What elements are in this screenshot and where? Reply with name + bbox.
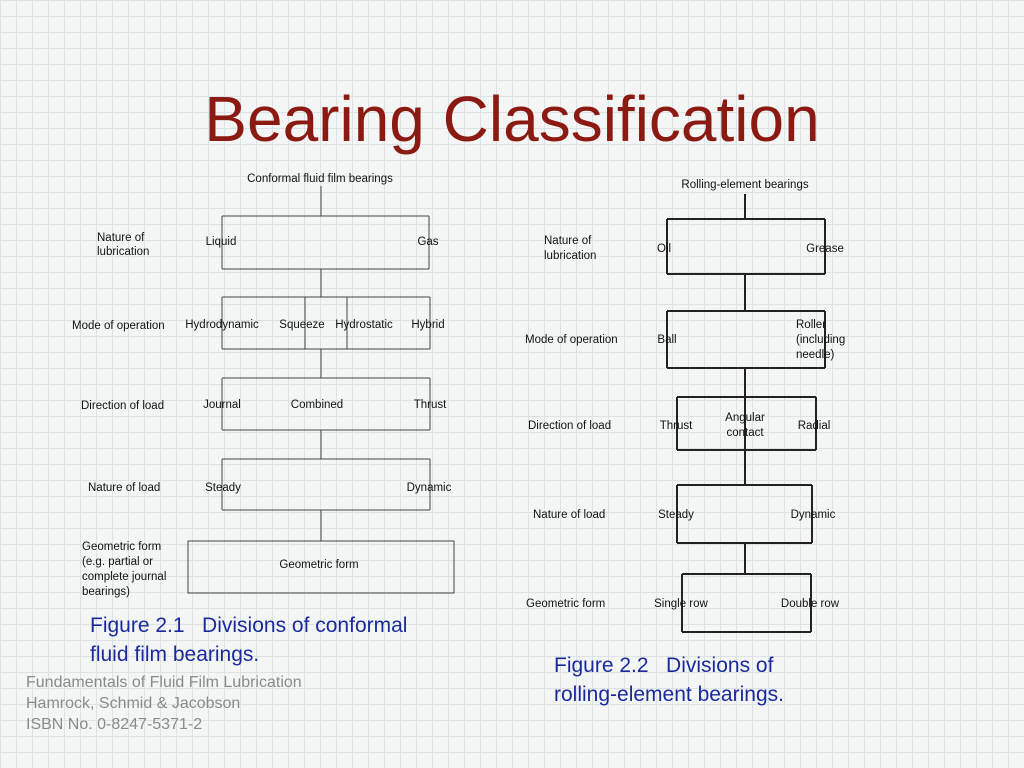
rolling-tree-labels [525, 179, 845, 610]
source-authors: Hamrock, Schmid & Jacobson [26, 695, 241, 712]
rolling-item-angular-contact: Angular contact [725, 412, 765, 439]
rolling-item-dynamic: Dynamic [790, 509, 836, 521]
conformal-item-steady: Steady [205, 482, 241, 494]
conformal-row-label-geometric: Geometric form (e.g. partial or complete journal bearings) [82, 541, 167, 598]
figure-2-1-caption [90, 611, 407, 669]
conformal-item-combined: Combined [290, 399, 344, 411]
rolling-row-label-geometric: Geometric form [526, 598, 606, 610]
rolling-row-label-lubrication: Nature of lubrication [544, 235, 597, 262]
rolling-item-thrust: Thrust [659, 420, 693, 432]
figure-2-2-caption-line1: Figure 2.2 Divisions of [554, 654, 774, 677]
source-citation [26, 672, 302, 735]
conformal-item-squeeze: Squeeze [279, 319, 325, 331]
conformal-item-hybrid: Hybrid [411, 319, 445, 331]
conformal-item-liquid: Liquid [205, 236, 237, 248]
rolling-row-label-direction: Direction of load [528, 420, 612, 432]
conformal-item-dynamic: Dynamic [406, 482, 452, 494]
rolling-row-label-nature-load: Nature of load [533, 509, 606, 521]
figure-2-2-caption-line2: rolling-element bearings. [554, 683, 784, 706]
conformal-item-journal: Journal [203, 399, 241, 411]
rolling-item-roller: Roller (including needle) [796, 319, 846, 361]
conformal-item-hydrostatic: Hydrostatic [335, 319, 393, 331]
rolling-item-radial: Radial [797, 420, 831, 432]
conformal-item-gas: Gas [417, 236, 439, 248]
rolling-root-label: Rolling-element bearings [681, 179, 809, 191]
conformal-item-hydrodynamic: Hydrodynamic [185, 319, 259, 331]
source-book-title: Fundamentals of Fluid Film Lubrication [26, 674, 302, 691]
rolling-item-grease: Grease [806, 243, 844, 255]
rolling-item-double-row: Double row [780, 598, 840, 610]
rolling-item-single-row: Single row [654, 598, 708, 610]
conformal-item-thrust: Thrust [413, 399, 447, 411]
figure-2-1-caption-line1: Figure 2.1 Divisions of conformal [90, 614, 408, 637]
conformal-row-label-lubrication: Nature of lubrication [97, 232, 150, 258]
rolling-item-ball: Ball [657, 334, 677, 346]
rolling-item-oil: Oil [656, 243, 672, 255]
rolling-row-label-mode: Mode of operation [525, 334, 618, 346]
rolling-item-steady: Steady [658, 509, 694, 521]
conformal-row-label-nature-load: Nature of load [88, 482, 161, 494]
conformal-tree-labels [72, 173, 452, 598]
figure-2-1-caption-line2: fluid film bearings. [90, 643, 260, 666]
source-isbn: ISBN No. 0-8247-5371-2 [26, 716, 203, 733]
figure-2-2-caption [554, 651, 784, 709]
conformal-row-label-mode: Mode of operation [72, 320, 165, 332]
conformal-row-label-direction: Direction of load [81, 400, 165, 412]
slide-title: Bearing Classification [204, 83, 820, 155]
conformal-item-geometric-form: Geometric form [279, 559, 359, 571]
conformal-root-label: Conformal fluid film bearings [247, 173, 393, 185]
